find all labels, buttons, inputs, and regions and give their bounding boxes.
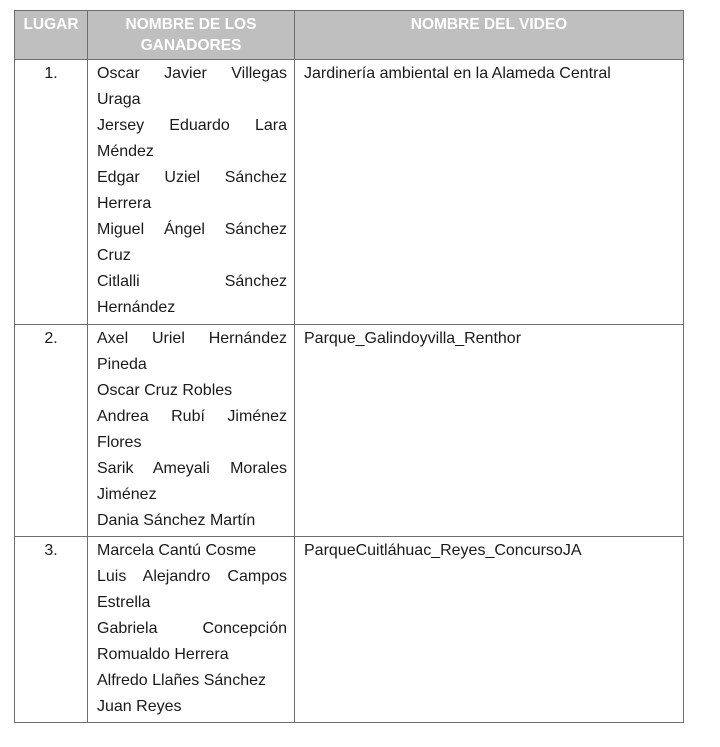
- winner-name: Axel Uriel Hernández Pineda: [97, 330, 287, 373]
- names-cell: [88, 60, 295, 325]
- table-header: [15, 11, 684, 60]
- winner-name: Marcela Cantú Cosme: [97, 542, 257, 559]
- winner-name: Miguel Ángel Sánchez Cruz: [97, 221, 287, 264]
- header-ganadores: NOMBRE DE LOS GANADORES: [88, 11, 295, 60]
- winner-name: Gabriela Concepción Romualdo Herrera: [97, 620, 287, 663]
- lugar-cell: 1.: [15, 60, 88, 325]
- winner-name: Luis Alejandro Campos Estrella: [97, 568, 287, 611]
- winner-name: Andrea Rubí Jiménez Flores: [97, 408, 287, 451]
- header-row: [15, 11, 684, 60]
- winner-name: Sarik Ameyali Morales Jiménez: [97, 460, 287, 503]
- names-cell: [88, 537, 295, 723]
- winners-table: [14, 10, 684, 723]
- winner-name: Alfredo Llañes Sánchez: [97, 672, 266, 689]
- winner-name: Juan Reyes: [97, 698, 182, 715]
- header-lugar: LUGAR: [15, 11, 88, 60]
- lugar-cell: 2.: [15, 325, 88, 537]
- video-name-cell: Parque_Galindoyvilla_Renthor: [295, 325, 684, 537]
- winner-name: Jersey Eduardo Lara Méndez: [97, 117, 287, 160]
- video-name-cell: Jardinería ambiental en la Alameda Central: [295, 60, 684, 325]
- lugar-cell: 3.: [15, 537, 88, 723]
- table-row: [15, 60, 684, 325]
- table-row: [15, 537, 684, 723]
- winner-name: Citlalli Sánchez Hernández: [97, 273, 287, 316]
- video-name-cell: ParqueCuitláhuac_Reyes_ConcursoJA: [295, 537, 684, 723]
- names-cell: [88, 325, 295, 537]
- header-video: NOMBRE DEL VIDEO: [295, 11, 684, 60]
- winner-name: Edgar Uziel Sánchez Herrera: [97, 169, 287, 212]
- table-row: [15, 325, 684, 537]
- winner-name: Oscar Cruz Robles: [97, 382, 233, 399]
- winner-name: Dania Sánchez Martín: [97, 512, 256, 529]
- table-body: [15, 60, 684, 723]
- winner-name: Oscar Javier Villegas Uraga: [97, 65, 287, 108]
